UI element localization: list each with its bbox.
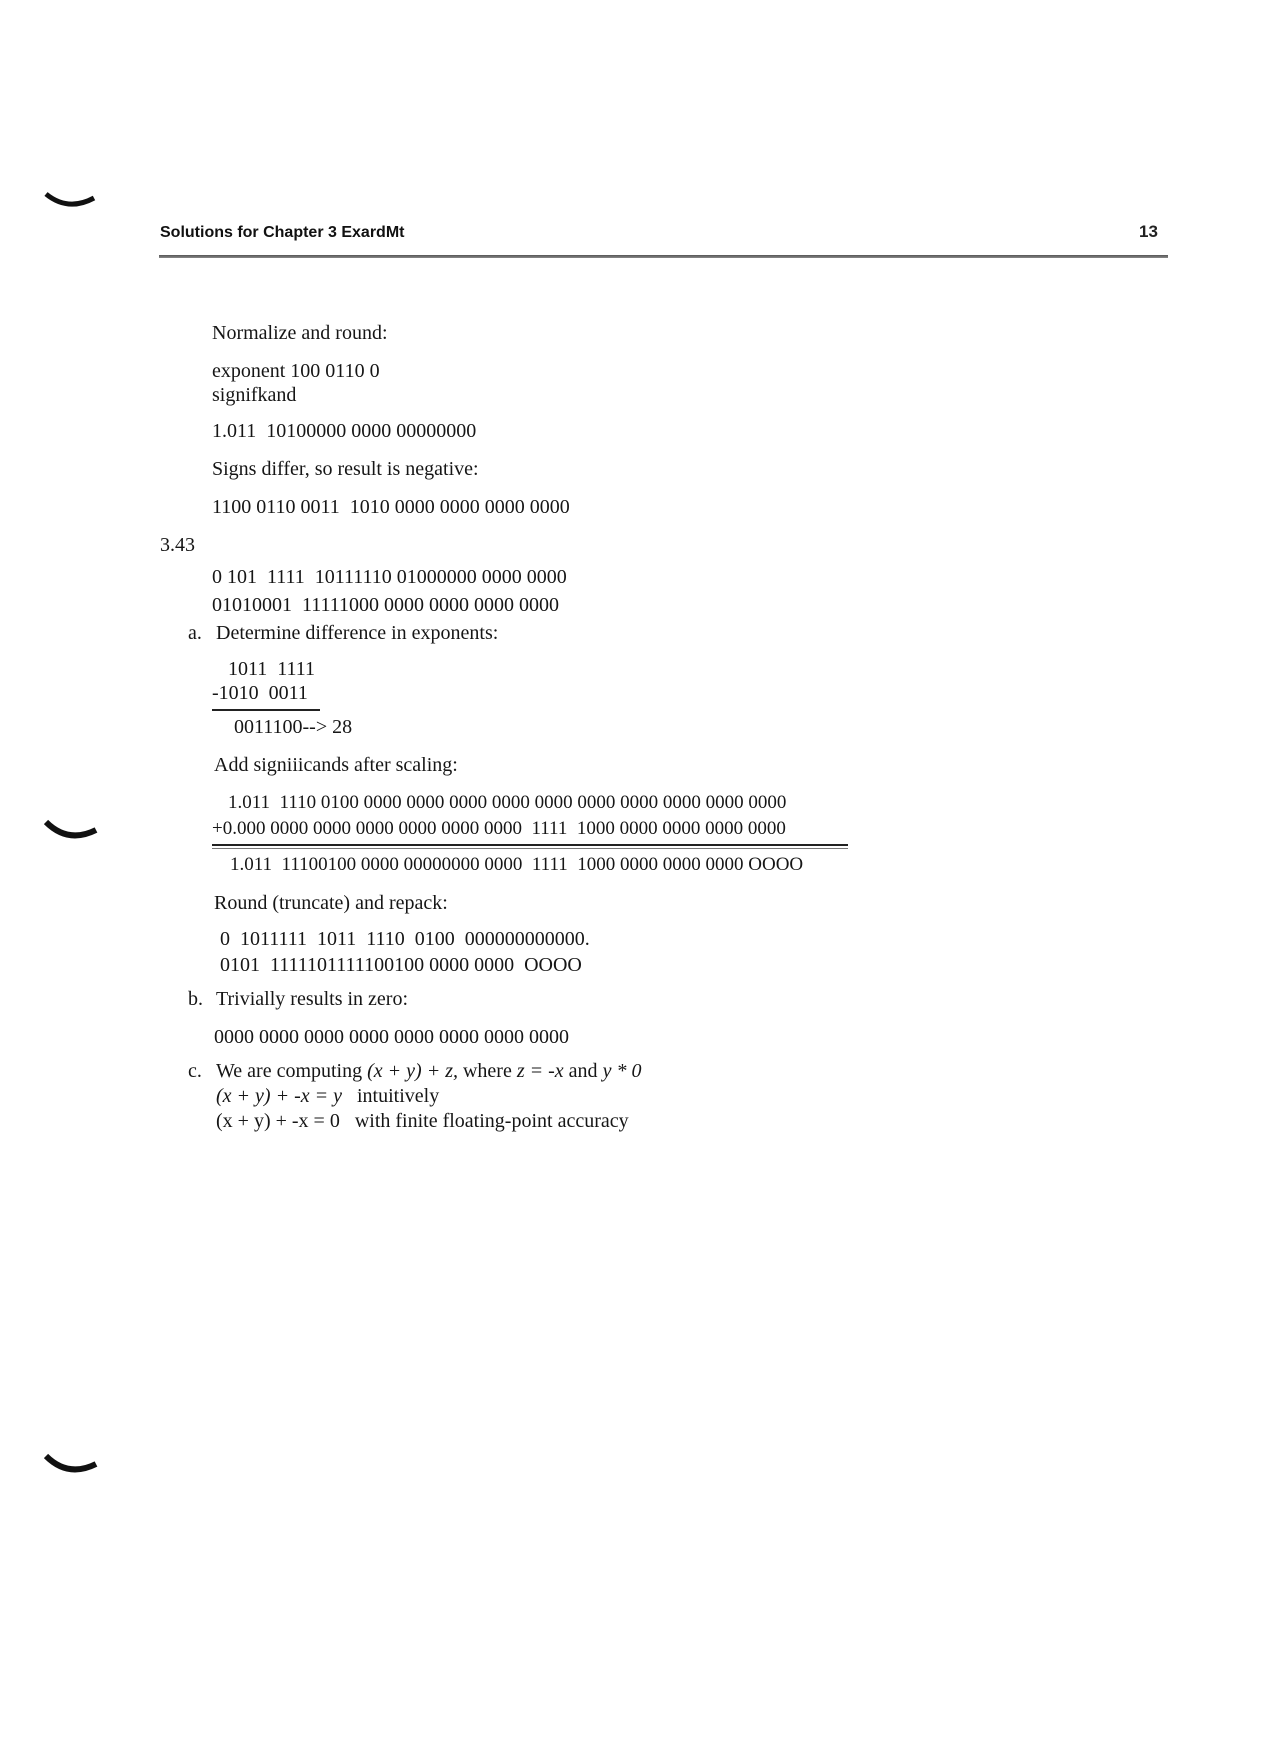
exponent-difference: 0011100--> 28 bbox=[234, 716, 353, 738]
part-c-line-3: (x + y) + -x = 0 with finite floating-point accuracy bbox=[216, 1110, 629, 1132]
binder-hole-mark bbox=[44, 1452, 100, 1478]
operand-1-bits: 0 101 1111 10111110 01000000 0000 0000 bbox=[212, 566, 567, 588]
binder-hole-mark bbox=[44, 818, 100, 844]
part-a-heading: Determine difference in exponents: bbox=[216, 622, 499, 644]
part-b-label: b. bbox=[188, 988, 203, 1010]
operand-2-bits: 01010001 11111000 0000 0000 0000 0000 bbox=[212, 594, 560, 616]
part-c-line-2: (x + y) + -x = y intuitively bbox=[216, 1085, 440, 1107]
significand-addend-1: 1.011 1110 0100 0000 0000 0000 0000 0000 0000 0000 0000 0000 0000 bbox=[228, 792, 787, 813]
running-header-title: Solutions for Chapter 3 ExardMt bbox=[160, 224, 405, 241]
negative-result-bits: 1100 0110 0011 1010 0000 0000 0000 0000 bbox=[212, 496, 570, 518]
binder-hole-mark bbox=[44, 188, 100, 212]
header-rule bbox=[159, 255, 1168, 258]
exponent-line: exponent 100 0110 0 bbox=[212, 360, 380, 382]
exponent-subtrahend: -1010 0011 bbox=[212, 682, 308, 704]
repacked-line-1: 0 1011111 1011 1110 0100 000000000000. bbox=[220, 928, 590, 950]
part-c-line-1: We are computing (x + y) + z, where z = -x and y * 0 bbox=[216, 1060, 642, 1082]
page-number: 13 bbox=[1139, 222, 1158, 241]
round-repack-heading: Round (truncate) and repack: bbox=[214, 892, 448, 914]
signs-differ-text: Signs differ, so result is negative: bbox=[212, 458, 479, 480]
exponent-minuend: 1011 1111 bbox=[228, 658, 316, 680]
significand-label: signifkand bbox=[212, 384, 297, 406]
problem-number: 3.43 bbox=[160, 534, 195, 556]
significand-value: 1.011 10100000 0000 00000000 bbox=[212, 420, 477, 442]
part-b-text: Trivially results in zero: bbox=[216, 988, 409, 1010]
subtraction-rule bbox=[212, 709, 320, 711]
normalize-heading: Normalize and round: bbox=[212, 322, 388, 344]
part-a-label: a. bbox=[188, 622, 202, 644]
addition-rule-shadow bbox=[212, 848, 848, 849]
addition-rule bbox=[212, 844, 848, 846]
significand-addend-2: +0.000 0000 0000 0000 0000 0000 0000 1111 1000 0000 0000 0000 0000 bbox=[212, 818, 786, 839]
part-c-label: c. bbox=[188, 1060, 202, 1082]
zero-result-bits: 0000 0000 0000 0000 0000 0000 0000 0000 bbox=[214, 1026, 569, 1048]
repacked-line-2: 0101 1111101111100100 0000 0000 OOOO bbox=[220, 954, 582, 976]
significand-sum: 1.011 11100100 0000 00000000 0000 1111 1000 0000 0000 0000 OOOO bbox=[230, 854, 804, 875]
add-significands-heading: Add signiiicands after scaling: bbox=[214, 754, 458, 776]
